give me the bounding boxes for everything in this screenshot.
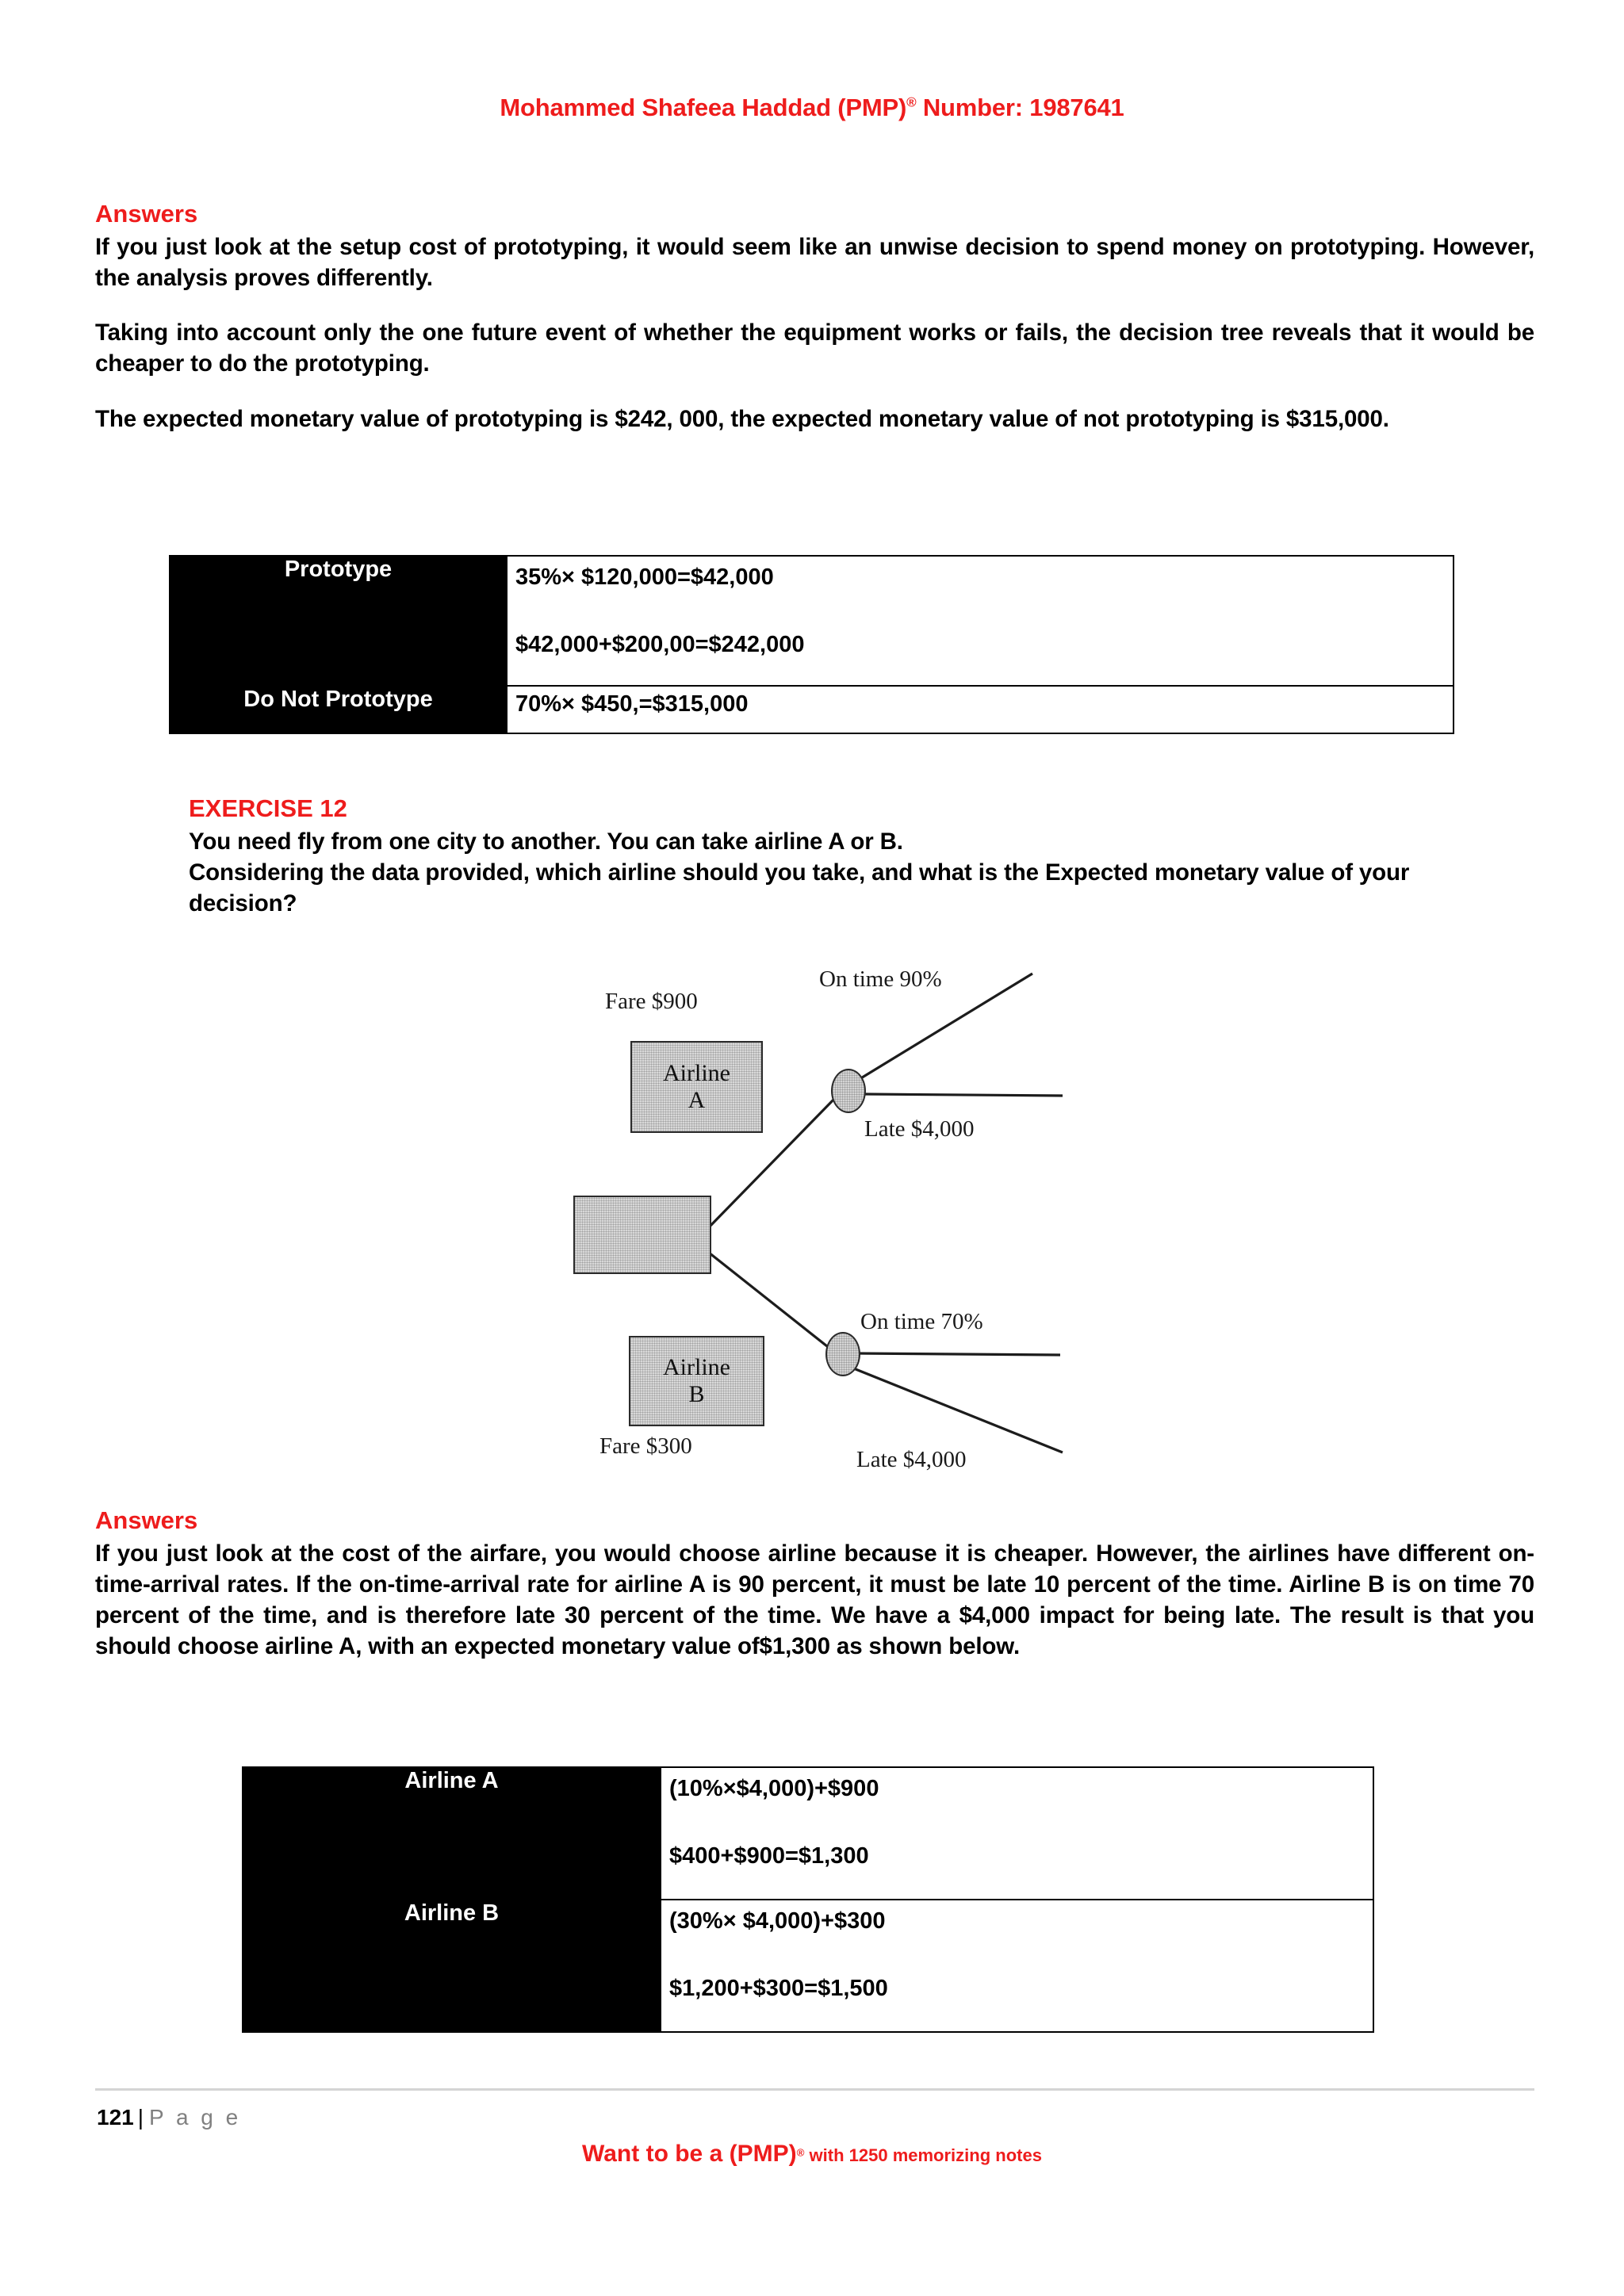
header-author: Mohammed Shafeea Haddad (PMP) bbox=[500, 94, 907, 121]
airline-a-node bbox=[630, 1041, 763, 1133]
row-value-airline-b bbox=[661, 1900, 1373, 2032]
branch-b-on-time bbox=[855, 1353, 1060, 1355]
chance-node-airline-a bbox=[831, 1069, 866, 1113]
answers-section-1 bbox=[95, 200, 1534, 434]
exercise-line-1: You need fly from one city to another. You can take airline A or B. bbox=[189, 828, 903, 855]
label-late-b: Late $4,000 bbox=[856, 1447, 967, 1472]
cell-spacer bbox=[669, 1938, 1373, 1973]
page-word-label: P a g e bbox=[149, 2105, 242, 2130]
answers-paragraph-2: Taking into account only the one future event of whether the equipment works or fails, the decision tree reveals that it would be cheaper to do the prototyping. bbox=[95, 320, 1534, 377]
row-label-do-not-prototype: Do Not Prototype bbox=[170, 686, 507, 733]
footer-divider bbox=[95, 2088, 1534, 2091]
answers-paragraph-3: The expected monetary value of prototyping is $242, 000, the expected monetary value of not prototyping is $315,000. bbox=[95, 405, 1389, 432]
chance-node-airline-b bbox=[825, 1332, 860, 1376]
exercise-line-2: Considering the data provided, which airline should you take, and what is the Expected monetary value of your decision? bbox=[189, 859, 1410, 917]
page-header bbox=[0, 94, 1624, 122]
label-on-time-b: On time 70% bbox=[860, 1309, 983, 1334]
answers-paragraph-4: If you just look at the cost of the airfare, you would choose airline because it is cheaper. However, the airlines have different on-time-arrival rates. If the on-time-arrival rate for airline A is 90 percent, it must be late 10 percent of the time. Airline B is on time 70 percent of the time, and is therefore late 30 percent of the time. We have a $4,000 impact for being late. The result is that you should choose airline A, with an expected monetary value of$1,300 as shown below. bbox=[95, 1540, 1534, 1660]
footer-registered-mark-icon: ® bbox=[796, 2146, 805, 2159]
row-value-do-not-prototype: 70%× $450,=$315,000 bbox=[507, 686, 1454, 733]
row-label-airline-a: Airline A bbox=[243, 1767, 661, 1900]
root-decision-node bbox=[573, 1196, 711, 1274]
row-label-airline-b: Airline B bbox=[243, 1900, 661, 2032]
airline-a-label-line2: A bbox=[688, 1087, 706, 1113]
exercise-heading: EXERCISE 12 bbox=[189, 794, 347, 822]
registered-mark-icon: ® bbox=[906, 94, 917, 110]
airline-a-label-line1: Airline bbox=[663, 1060, 730, 1087]
label-fare-a: Fare $900 bbox=[605, 989, 698, 1014]
label-fare-b: Fare $300 bbox=[599, 1433, 692, 1459]
footer-tagline bbox=[0, 2141, 1624, 2168]
exercise-section bbox=[189, 794, 1537, 919]
answers-heading-2: Answers bbox=[95, 1506, 198, 1534]
airline-b-calc-line2: $1,200+$300=$1,500 bbox=[669, 1976, 888, 2002]
branch-b-late bbox=[852, 1368, 1063, 1452]
label-late-a: Late $4,000 bbox=[864, 1116, 975, 1142]
cell-spacer bbox=[669, 1805, 1373, 1840]
airline-a-calc-line2: $400+$900=$1,300 bbox=[669, 1843, 869, 1869]
airline-a-calc-line1: (10%×$4,000)+$900 bbox=[669, 1776, 879, 1801]
row-value-airline-a bbox=[661, 1767, 1373, 1900]
footer-tagline-sub: with 1250 memorizing notes bbox=[804, 2145, 1042, 2165]
page-number-footer bbox=[97, 2105, 241, 2130]
prototype-calc-line2: $42,000+$200,00=$242,000 bbox=[515, 632, 805, 658]
footer-separator: | bbox=[137, 2105, 144, 2130]
answers-section-2 bbox=[95, 1506, 1534, 1663]
branch-airline-b bbox=[709, 1253, 831, 1349]
footer-tagline-main: Want to be a (PMP) bbox=[582, 2141, 797, 2167]
airline-b-label-line1: Airline bbox=[663, 1354, 730, 1381]
page-number-value: 121 bbox=[97, 2105, 134, 2130]
airline-b-node bbox=[629, 1336, 764, 1426]
answers-paragraph-1: If you just look at the setup cost of prototyping, it would seem like an unwise decision to spend money on prototyping. However, the analysis proves differently. bbox=[95, 233, 1534, 291]
airline-b-label-line2: B bbox=[688, 1381, 705, 1407]
airline-b-calc-line1: (30%× $4,000)+$300 bbox=[669, 1908, 886, 1934]
cell-spacer bbox=[515, 594, 1453, 629]
row-label-prototype: Prototype bbox=[170, 556, 507, 686]
airline-emv-table bbox=[242, 1766, 1374, 2033]
branch-a-late bbox=[864, 1094, 1063, 1096]
table-row bbox=[170, 556, 1454, 686]
table-row bbox=[170, 686, 1454, 733]
prototype-emv-table bbox=[169, 555, 1454, 734]
table-row bbox=[243, 1767, 1373, 1900]
answers-heading-1: Answers bbox=[95, 200, 198, 228]
decision-tree-diagram bbox=[539, 936, 1094, 1490]
row-value-prototype bbox=[507, 556, 1454, 686]
prototype-calc-line1: 35%× $120,000=$42,000 bbox=[515, 564, 774, 590]
table-row bbox=[243, 1900, 1373, 2032]
label-on-time-a: On time 90% bbox=[819, 966, 942, 992]
header-number: Number: 1987641 bbox=[916, 94, 1124, 121]
